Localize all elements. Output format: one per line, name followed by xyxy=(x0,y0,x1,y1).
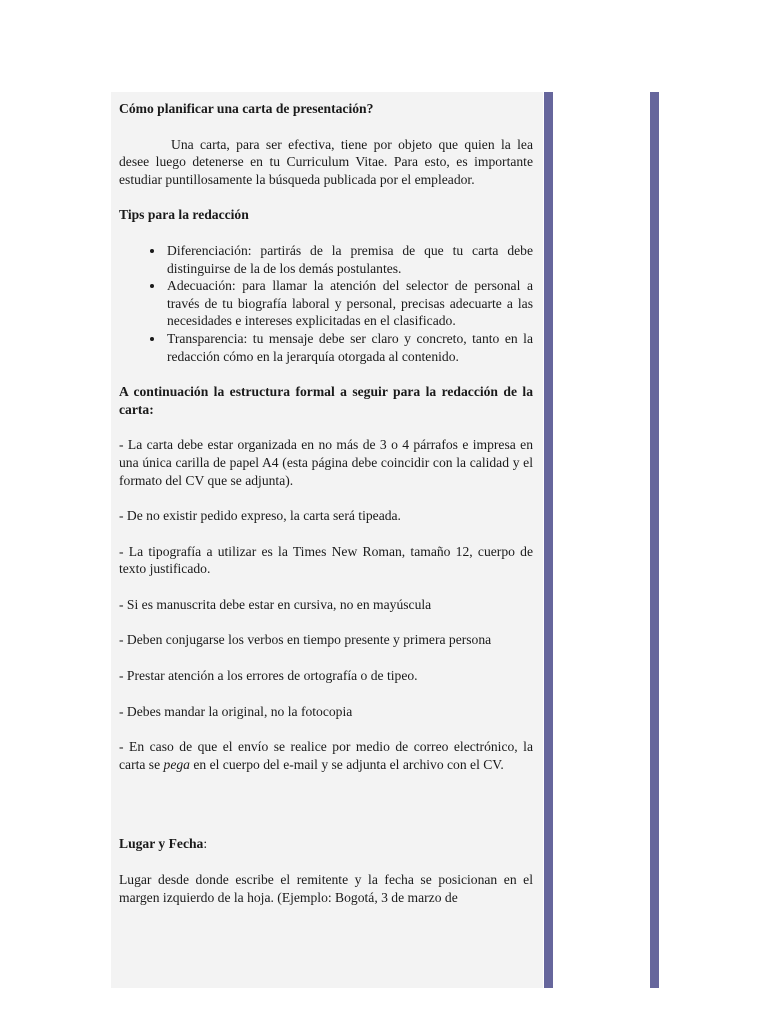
email-rule-emphasis: pega xyxy=(163,756,190,772)
tips-list xyxy=(119,242,533,365)
rule-paragraph: - Deben conjugarse los verbos en tiempo presente y primera persona xyxy=(119,632,492,648)
email-rule-after: en el cuerpo del e-mail y se adjunta el archivo con el CV. xyxy=(189,756,504,772)
accent-bar-right xyxy=(650,92,659,988)
place-date-paragraph: Lugar desde donde escribe el remitente y la fecha se posicionan en el margen izquierdo de la hoja. (Ejemplo: Bogotá, 3 de marzo de xyxy=(119,872,533,905)
spacer xyxy=(119,791,533,835)
email-rule-paragraph xyxy=(119,738,533,773)
page-title: Cómo planificar una carta de presentación? xyxy=(119,101,374,116)
tip-item-adequacy: • Adecuación: para llamar la atención del selector de personal a través de tu biografía laboral y personal, precisas adecuarte a las necesidades e intereses explicitadas en el clasificado. xyxy=(165,277,533,330)
place-date-colon: : xyxy=(203,836,208,852)
structure-heading: A continuación la estructura formal a seguir para la redacción de la carta: xyxy=(119,384,533,417)
document-panel xyxy=(111,92,543,988)
tip-item-differentiation: • Diferenciación: partirás de la premisa de que tu carta debe distinguirse de la de los demás postulantes. xyxy=(165,242,533,277)
tips-heading: Tips para la redacción xyxy=(119,207,249,223)
rule-paragraph: - Debes mandar la original, no la fotocopia xyxy=(119,703,353,719)
rule-paragraph: - Si es manuscrita debe estar en cursiva, no en mayúscula xyxy=(119,596,432,612)
rule-paragraph: - Prestar atención a los errores de ortografía o de tipeo. xyxy=(119,668,418,684)
rule-paragraph: - La carta debe estar organizada en no más de 3 o 4 párrafos e impresa en una única carilla de papel A4 (esta página debe coincidir con la calidad y el formato del CV que se adjunta). xyxy=(119,437,533,488)
rule-paragraph: - La tipografía a utilizar es la Times New Roman, tamaño 12, cuerpo de texto justificado. xyxy=(119,543,533,577)
email-rule-before: - En caso de que el envío se realice por medio de correo electrónico, la carta se xyxy=(119,739,533,772)
place-date-heading: Lugar y Fecha xyxy=(119,836,204,852)
document-content xyxy=(119,100,533,924)
intro-paragraph: Una carta, para ser efectiva, tiene por objeto que quien la lea desee luego detenerse en tu Curriculum Vitae. Para esto, es importante estudiar puntillosamente la búsqueda publicada por el empleador. xyxy=(119,136,533,187)
rule-paragraph: - De no existir pedido expreso, la carta será tipeada. xyxy=(119,508,401,524)
accent-bar-left xyxy=(544,92,553,988)
tip-item-transparency: • Transparencia: tu mensaje debe ser claro y concreto, tanto en la redacción cómo en la jerarquía otorgada al contenido. xyxy=(165,330,533,365)
place-date-heading-line xyxy=(119,835,533,853)
